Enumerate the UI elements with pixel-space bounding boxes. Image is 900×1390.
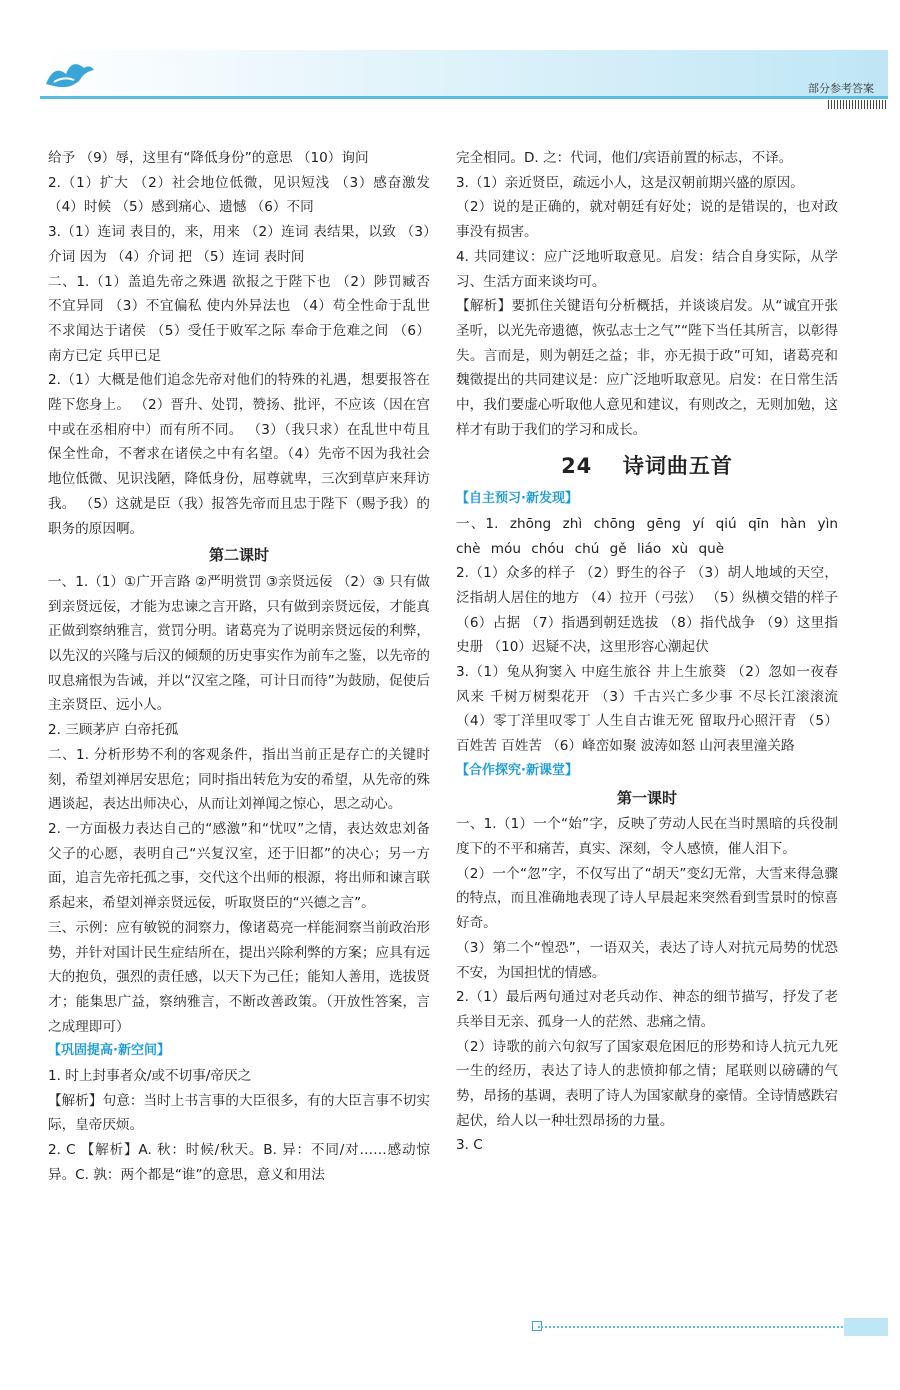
paragraph: （2）说的是正确的，就对朝廷有好处；说的是错误的，也对政事没有损害。 — [456, 199, 838, 241]
header-title: 部分参考答案 — [808, 82, 874, 95]
paragraph: 3.（1）亲近贤臣，疏远小人，这是汉朝前期兴盛的原因。 — [456, 174, 804, 191]
paragraph: 3.（1）连词 表目的，来，用来 （2）连词 表结果，以致 （3）介词 因为 （4）介词 把 （5）连词 表时间 — [48, 224, 430, 265]
paragraph: 4. 共同建议：应广泛地听取意见。启发：结合自身实际，从学习、生活方面来谈均可。 — [456, 248, 838, 290]
paragraph: 【解析】要抓住关键语句分析概括，并谈谈启发。从“诚宜开张圣听，以光先帝遗德，恢弘志士之气”“陛下当任其所言，以彰得失。言而是，则为朝廷之益；非，亦无损于政”可知，诸葛亮和魏徵提出的共同建议是：应广泛地听取意见。启发：在日常生活中，我们要虚心听取他人意见和建议，有则改之，无则加勉，这样才有助于我们的学习和成长。 — [456, 298, 838, 438]
header-barcode — [828, 100, 886, 109]
paragraph: 2.（1）大概是他们追念先帝对他们的特殊的礼遇，想要报答在陛下您身上。 （2）晋升、处罚，赞扬、批评，不应该（因在宫中或在丞相府中）而有所不同。 （3）（我只求）在乱世中苟且保全性命，不奢求在诸侯之中有名望。（4）先帝不因为我社会地位低微、见识浅陋，降低身份，屈尊就卑，三次到草庐来拜访我。 （5）这就是臣（我）报答先帝而且忠于陛下（赐予我）的职务的原因啊。 — [48, 372, 430, 537]
paragraph: 3. C — [456, 1137, 483, 1154]
footer-dotted-rule — [538, 1326, 858, 1328]
lesson-number: 24 — [561, 454, 593, 479]
paragraph: 2.（1）扩大 （2）社会地位低微，见识短浅 （3）感奋激发 （4）时候 （5）感到痛心、遗憾 （6）不同 — [48, 174, 430, 216]
section-title: 第二课时 — [208, 546, 269, 565]
paragraph: 2.（1）最后两句通过对老兵动作、神态的细节描写，抒发了老兵举目无亲、孤身一人的茫然、悲痛之情。 — [456, 989, 838, 1030]
paragraph: 2. C 【解析】A. 秋：时候/秋天。B. 异：不同/对……感动惊异。C. 孰：两个都是“谁”的意思，意义和用法 — [48, 1142, 430, 1183]
bird-logo-icon — [44, 54, 96, 94]
section-tag: 【自主预习·新发现】 — [456, 491, 578, 507]
paragraph: 1. 时上封事者众/或不切事/帝厌之 — [48, 1068, 252, 1085]
paragraph: 完全相同。D. 之：代词，他们/宾语前置的标志，不译。 — [456, 150, 793, 166]
section-title: 第一课时 — [616, 788, 677, 807]
paragraph: 3.（1）兔从狗窦入 中庭生旅谷 井上生旅葵 （2）忽如一夜春风来 千树万树梨花开 （3）千古兴亡多少事 不尽长江滚滚流 （4）零丁洋里叹零丁 人生自古谁无死 留取丹心照汗青 （5）百姓苦 百姓苦 （6）峰峦如聚 波涛如怒 山河表里潼关路 — [456, 664, 838, 755]
footer-tab — [844, 1318, 888, 1336]
paragraph: 2. 三顾茅庐 白帝托孤 — [48, 722, 179, 739]
pinyin-answers: 一、1. zhōng zhì chōng gēng yí qiú qīn hàn yìn chè móu chóu chú gě liáo xù què — [456, 515, 838, 557]
section-tag: 【合作探究·新课堂】 — [456, 762, 578, 778]
paragraph: （3）第二个“惶恐”，一语双关，表达了诗人对抗元局势的忧恐不安，为国担忧的情感。 — [456, 939, 838, 981]
paragraph: （2）一个“忽”字，不仅写出了“胡天”变幻无常，大雪来得急骤的特点，而且准确地表现了诗人早晨起来突然看到雪景时的惊喜好奇。 — [456, 865, 838, 932]
page-header — [0, 0, 900, 110]
header-rule — [40, 96, 888, 99]
paragraph: （2）诗歌的前六句叙写了国家艰危困厄的形势和诗人抗元九死一生的经历，表达了诗人的悲愤抑郁之情；尾联则以磅礴的气势，昂扬的基调，表明了诗人为国家献身的豪情。全诗情感跌宕起伏，给人以一种壮烈昂扬的力量。 — [456, 1038, 838, 1129]
paragraph: 【解析】句意：当时上书言事的大臣很多，有的大臣言事不切实际，皇帝厌烦。 — [48, 1092, 430, 1134]
paragraph: 二、1. 分析形势不利的客观条件，指出当前正是存亡的关键时刻，希望刘禅居安思危；同时指出转危为安的希望，从先帝的殊遇谈起，表达出师决心，从而让刘禅闻之惊心，思之动心。 — [48, 746, 430, 813]
lesson-name: 诗词曲五首 — [622, 454, 733, 479]
section-tag: 【巩固提高·新空间】 — [48, 1043, 170, 1059]
lesson-title — [456, 454, 838, 479]
paragraph: 三、示例：应有敏锐的洞察力，像诸葛亮一样能洞察当前政治形势，并针对国计民生症结所在，提出兴除利弊的方案；应具有远大的抱负，强烈的责任感，以天下为己任；能知人善用，选拔贤才；能集思广益，察纳雅言，不断改善政策。（开放性答案，言之成理即可） — [48, 919, 430, 1035]
paragraph: 二、1.（1）盖追先帝之殊遇 欲报之于陛下也 （2）陟罚臧否 不宜异同 （3）不宜偏私 使内外异法也 （4）苟全性命于乱世 不求闻达于诸侯 （5）受任于败军之际 奉命于危难之间 （6）南方已定 兵甲已足 — [48, 273, 430, 364]
paragraph: 给予 （9）辱，这里有“降低身份”的意思 （10）询问 — [48, 150, 369, 166]
paragraph: 一、1.（1）①广开言路 ②严明赏罚 ③亲贤远佞 （2）③ 只有做到亲贤远佞，才能为忠谏之言开路，只有做到亲贤远佞，才能真正做到察纳雅言，赏罚分明。诸葛亮为了说明亲贤远佞的利弊，以先汉的兴隆与后汉的倾颓的历史事实作为前车之鉴，以先帝的叹息痛恨为告诫，并以“汉室之隆，可计日而待”为鼓励，促使后主亲贤臣、远小人。 — [48, 573, 430, 714]
paragraph: 一、1.（1）一个“始”字，反映了劳动人民在当时黑暗的兵役制度下的不平和痛苦，真实、深刻，令人感愤，催人泪下。 — [456, 816, 838, 857]
left-column — [48, 146, 430, 1188]
paragraph: 2. 一方面极力表达自己的“感激”和“忧叹”之情，表达效忠刘备父子的心愿，表明自己“兴复汉室，还于旧都”的决心；另一方面，追言先帝托孤之事，交代这个出师的根源，将出师和谏言联系起来，希望刘禅亲贤远佞，听取贤臣的“兴德之言”。 — [48, 820, 430, 912]
right-column — [456, 146, 838, 1158]
header-band — [40, 50, 888, 98]
paragraph: 2.（1）众多的样子 （2）野生的谷子 （3）胡人地域的天空，泛指胡人居住的地方 （4）拉开（弓弦） （5）纵横交错的样子 （6）占据 （7）指遇到朝廷选拔 （8）指代战争 （9）这里指史册 （10）迟疑不决，这里形容心潮起伏 — [456, 565, 838, 656]
